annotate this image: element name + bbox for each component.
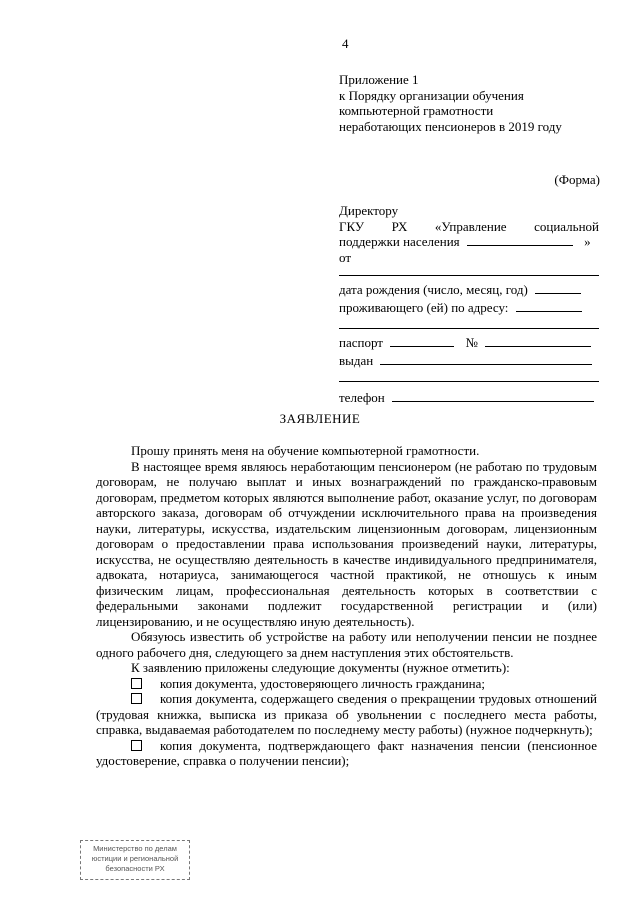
org-suffix: »: [584, 234, 591, 249]
appendix-header: [339, 72, 619, 134]
passport-number-blank[interactable]: [485, 335, 591, 347]
stamp-line: Министерство по делам: [93, 844, 177, 853]
address-blank[interactable]: [339, 327, 599, 329]
appendix-line: к Порядку организации обучения: [339, 87, 524, 103]
applicant-name-blank[interactable]: [339, 274, 599, 276]
paragraph: Прошу принять меня на обучение компьютерной грамотности.: [131, 443, 480, 458]
issued-blank-2[interactable]: [339, 380, 599, 382]
page-number: 4: [342, 36, 349, 51]
document-item-3: [96, 738, 597, 769]
application-body: [96, 443, 597, 769]
address-block: [339, 203, 599, 406]
form-label: (Форма): [554, 172, 600, 187]
item-text: копия документа, содержащего сведения о прекращении трудовых отношений (трудовая книжка, выписка из приказа об увольнении с последнего места работы, справка, выдаваемая работодателем по последнему месту работы) (нужное подчеркнуть);: [96, 691, 597, 737]
paragraph: Обязуюсь известить об устройстве на работу или неполучении пенсии не позднее одного рабочего дня, следующего за днем наступления этих обстоятельств.: [96, 629, 597, 660]
org-prefix: поддержки населения: [339, 234, 460, 249]
checkbox-icon[interactable]: [131, 678, 142, 689]
document-title: ЗАЯВЛЕНИЕ: [279, 411, 361, 426]
registry-stamp: [80, 840, 190, 880]
item-text: копия документа, удостоверяющего личность гражданина;: [160, 675, 486, 691]
issued-row: [339, 353, 599, 369]
appendix-line: неработающих пенсионеров в 2019 году: [339, 118, 562, 134]
issued-blank[interactable]: [380, 353, 592, 365]
appendix-line: компьютерной грамотности: [339, 103, 494, 118]
checkbox-icon[interactable]: [131, 740, 142, 751]
birth-date-row: [339, 282, 599, 298]
phone-blank[interactable]: [392, 390, 594, 402]
number-sign: №: [465, 335, 478, 350]
organization-line-2: [339, 234, 599, 250]
department-blank[interactable]: [467, 234, 573, 246]
paragraph: В настоящее время являюсь неработающим пенсионером (не работаю по трудовым договорам, не получаю выплат и иных вознаграждений по гражданско-правовым договорам, предметом которых являются выполнение работ, оказание услуг, по договорам авторского заказа, договорам об отчуждении исключительного права на произведения науки, литературы, искусства, издательским лицензионным договорам, лицензионным договорам о предоставлении права использования произведений науки, литературы, искусства, не осуществляю деятельность в качестве индивидуального предпринимателя, адвоката, нотариуса, занимающегося частной практикой, не отношусь к иным физическим лицам, профессиональная деятельность которых в соответствии с федеральными законами подлежит государственной регистрации и (или) лицензированию, и не осуществляю иную деятельность).: [96, 458, 597, 629]
addressee-label: Директору: [339, 203, 399, 218]
document-item-2: [96, 691, 597, 738]
stamp-line: безопасности РХ: [105, 864, 165, 873]
birth-date-label: дата рождения (число, месяц, год): [339, 282, 528, 297]
passport-series-blank[interactable]: [390, 335, 454, 347]
item-text: копия документа, подтверждающего факт назначения пенсии (пенсионное удостоверение, справка о получении пенсии);: [96, 737, 597, 768]
checkbox-icon[interactable]: [131, 693, 142, 704]
from-label: от: [339, 249, 352, 265]
passport-label: паспорт: [339, 335, 383, 350]
phone-row: [339, 390, 599, 406]
residence-blank[interactable]: [516, 300, 582, 312]
passport-row: [339, 335, 599, 351]
residence-row: [339, 300, 599, 316]
organization-line: ГКУ РХ «Управление социальной: [339, 218, 599, 234]
appendix-line: Приложение 1: [339, 72, 419, 87]
document-item-1: [96, 676, 597, 692]
birth-date-blank[interactable]: [535, 282, 581, 294]
residence-label: проживающего (ей) по адресу:: [339, 299, 509, 315]
issued-label: выдан: [339, 352, 374, 368]
phone-label: телефон: [339, 390, 385, 405]
paragraph: К заявлению приложены следующие документы (нужное отметить):: [131, 660, 510, 675]
stamp-line: юстиции и региональной: [91, 854, 179, 863]
